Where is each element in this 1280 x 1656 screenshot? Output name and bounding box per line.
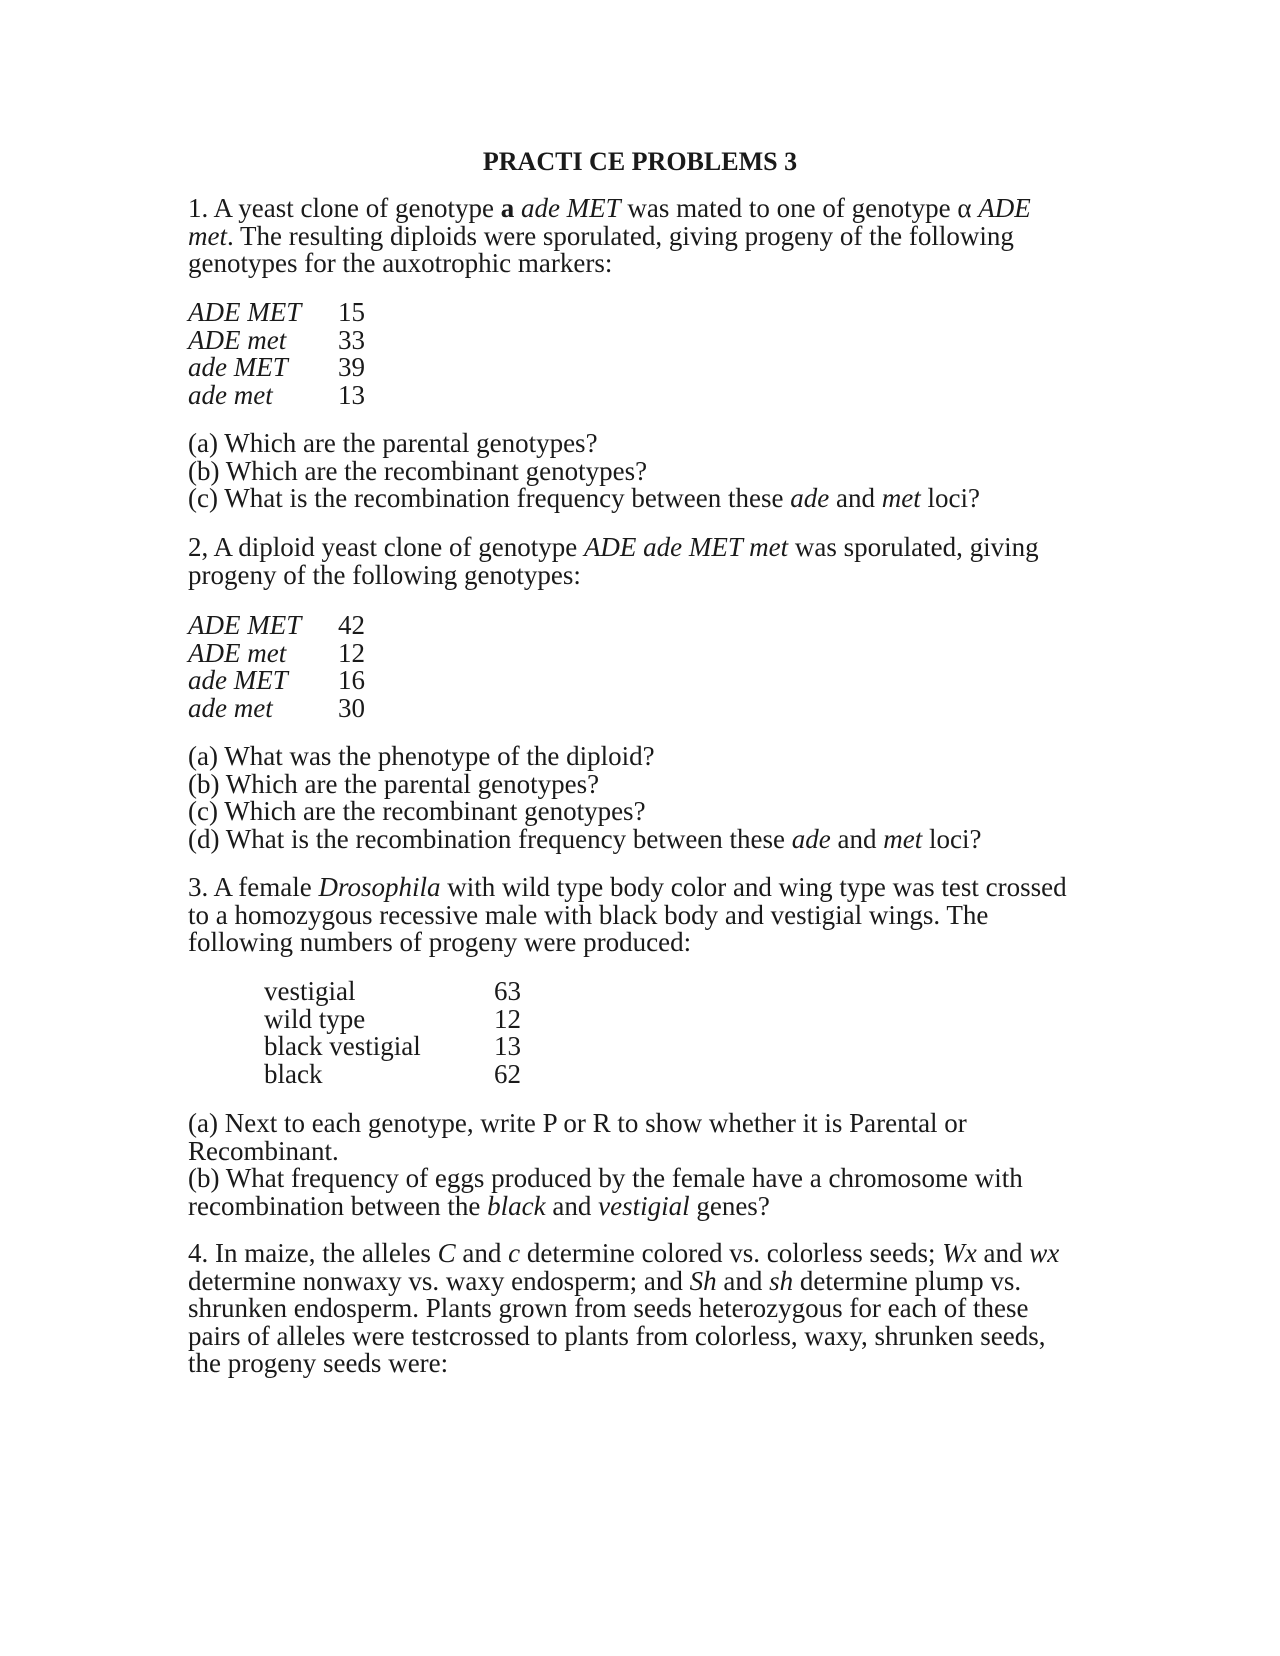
count-cell: 15: [338, 297, 365, 327]
text: and: [829, 483, 882, 513]
genotype-cell: ADE MET: [188, 610, 302, 640]
problem-1-intro: [188, 195, 1088, 278]
text: loci?: [922, 823, 982, 854]
genotype-text: ADE ade MET met: [583, 532, 789, 562]
table-row: [264, 978, 521, 1006]
question-a: (a) What was the phenotype of the diploid?: [188, 741, 655, 771]
question-c: [188, 485, 1088, 513]
problem-1-line-3: genotypes for the auxotrophic markers:: [188, 248, 613, 278]
allele: wx: [1029, 1238, 1060, 1268]
genotype-text: ade MET: [520, 193, 621, 223]
question-b-line-2: [188, 1190, 1088, 1221]
problem-2-table: [188, 612, 365, 722]
count-cell: 62: [494, 1058, 521, 1089]
problem-1-line-2: [188, 220, 1088, 251]
problem-1-questions: [188, 430, 1088, 513]
table-row: [188, 640, 365, 668]
count-cell: 12: [494, 1003, 521, 1034]
problem-3-table: [264, 978, 521, 1088]
question-a-line-1: (a) Next to each genotype, write P or R to show whether it is Parental or: [188, 1108, 967, 1138]
text: was mated to one of genotype α: [620, 193, 979, 223]
text: 1. A yeast clone of genotype: [188, 193, 501, 223]
table-row: [264, 1061, 521, 1089]
phenotype-cell: vestigial: [264, 976, 356, 1006]
text: (d) What is the recombination frequency between these: [188, 823, 792, 854]
phenotype-cell: black vestigial: [264, 1031, 421, 1061]
text: . The resulting diploids were sporulated, giving progeny of the following: [226, 220, 1014, 251]
count-cell: 12: [338, 637, 365, 668]
table-row: [188, 299, 365, 327]
table-row: [188, 382, 365, 410]
table-row: [188, 667, 365, 695]
text: with wild type body color and wing type was test crossed: [440, 872, 1067, 902]
species-name: Drosophila: [318, 872, 441, 902]
question-b: (b) Which are the recombinant genotypes?: [188, 455, 648, 486]
page-title: PRACTI CE PROBLEMS 3: [482, 147, 798, 176]
allele: C: [437, 1238, 456, 1268]
question-b-line-1: (b) What frequency of eggs produced by the female have a chromosome with: [188, 1163, 1023, 1193]
count-cell: 13: [494, 1031, 521, 1061]
phenotype-cell: wild type: [264, 1003, 366, 1034]
locus-text: met: [881, 483, 921, 513]
text: 2, A diploid yeast clone of genotype: [188, 532, 584, 562]
genotype-cell: ade met: [188, 379, 273, 410]
problem-3-questions: [188, 1110, 1088, 1220]
table-row: [188, 327, 365, 355]
count-cell: 13: [338, 379, 365, 410]
text: (c) What is the recombination frequency between these: [188, 483, 791, 513]
problem-2-line-2: progeny of the following genotypes:: [188, 559, 581, 590]
locus-text: met: [883, 823, 923, 854]
text: recombination between the: [188, 1190, 488, 1221]
table-row: [188, 354, 365, 382]
allele: Wx: [942, 1238, 977, 1268]
count-cell: 42: [338, 610, 365, 640]
table-row: [264, 1033, 521, 1061]
question-b: (b) Which are the parental genotypes?: [188, 768, 600, 799]
count-cell: 33: [338, 324, 365, 355]
text: and: [976, 1238, 1030, 1268]
problem-4-line-5: the progeny seeds were:: [188, 1348, 449, 1378]
problem-3-line-1: [188, 874, 1088, 902]
locus-text: ade: [790, 483, 830, 513]
problem-2-intro: [188, 534, 1088, 589]
problem-4-line-3: shrunken endosperm. Plants grown from seeds heterozygous for each of these: [188, 1293, 1029, 1323]
text: determine colored vs. colorless seeds;: [520, 1238, 943, 1268]
question-c: (c) Which are the recombinant genotypes?: [188, 796, 646, 826]
genotype-cell: ADE met: [188, 324, 287, 355]
count-cell: 16: [338, 665, 365, 695]
problem-3-line-3: following numbers of progeny were produced:: [188, 927, 692, 957]
problem-3-line-2: to a homozygous recessive male with black body and vestigial wings. The: [188, 899, 989, 930]
question-d: [188, 823, 1088, 854]
genotype-cell: ADE met: [188, 637, 287, 668]
problem-4-line-1: [188, 1240, 1088, 1268]
allele: c: [508, 1238, 521, 1268]
problem-3-intro: [188, 874, 1088, 957]
problem-4-line-4: pairs of alleles were testcrossed to plants from colorless, waxy, shrunken seeds,: [188, 1320, 1046, 1351]
gene-name: black: [487, 1190, 546, 1221]
table-row: [188, 695, 365, 723]
genotype-cell: ade MET: [188, 352, 288, 382]
text: and: [455, 1238, 509, 1268]
text: and: [716, 1265, 770, 1296]
problem-2-questions: [188, 743, 1088, 853]
problem-4-line-2: [188, 1265, 1088, 1296]
phenotype-cell: black: [264, 1058, 323, 1089]
text: and: [830, 823, 884, 854]
count-cell: 30: [338, 692, 365, 723]
table-row: [188, 612, 365, 640]
problem-1-line-1: [188, 195, 1088, 223]
allele: Sh: [689, 1265, 717, 1296]
genotype-cell: ade met: [188, 692, 273, 723]
text: 4. In maize, the alleles: [188, 1238, 438, 1268]
text: loci?: [920, 483, 980, 513]
text: determine plump vs.: [793, 1265, 1022, 1296]
locus-text: ade: [791, 823, 831, 854]
gene-name: vestigial: [598, 1190, 690, 1221]
question-a-line-2: Recombinant.: [188, 1135, 339, 1166]
text: genes?: [689, 1190, 770, 1221]
allele: sh: [769, 1265, 794, 1296]
problem-1-table: [188, 299, 365, 409]
text: 3. A female: [188, 872, 319, 902]
table-row: [264, 1006, 521, 1034]
genotype-cell: ADE MET: [188, 297, 302, 327]
problem-4: [188, 1240, 1088, 1378]
count-cell: 63: [494, 976, 521, 1006]
question-a: (a) Which are the parental genotypes?: [188, 428, 598, 458]
genotype-text: ADE: [978, 193, 1031, 223]
text: determine nonwaxy vs. waxy endosperm; and: [188, 1265, 690, 1296]
problem-2-line-1: [188, 534, 1088, 562]
text: and: [545, 1190, 599, 1221]
genotype-text: met: [188, 220, 227, 251]
text: was sporulated, giving: [788, 532, 1039, 562]
genotype-cell: ade MET: [188, 665, 288, 695]
count-cell: 39: [338, 352, 365, 382]
mating-type-a: a: [500, 193, 515, 223]
